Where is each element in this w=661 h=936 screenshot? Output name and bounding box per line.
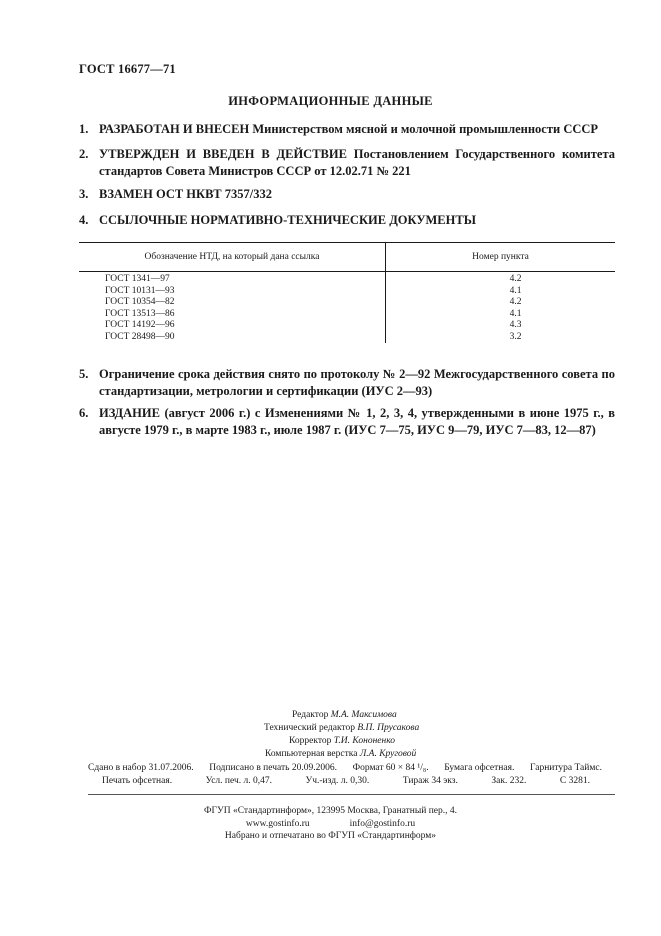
signed-date: Подписано в печать 20.09.2006.	[209, 763, 337, 773]
reference-document: ГОСТ 14192—96	[79, 320, 386, 332]
credit-role: Корректор	[289, 736, 332, 746]
column-header-clause: Номер пункта	[386, 243, 616, 272]
table-row	[79, 272, 615, 286]
credit-role: Редактор	[292, 710, 329, 720]
publisher-address: ФГУП «Стандартинформ», 123995 Москва, Гранатный пер., 4.	[203, 806, 458, 816]
publisher-contacts	[0, 818, 661, 831]
clause-number: 4.2	[509, 274, 522, 284]
clause-number: 4.2	[509, 297, 522, 307]
clause-number: 3.2	[509, 331, 522, 342]
info-item-1	[79, 121, 615, 138]
publisher-sheets: Уч.-изд. л. 0,30.	[305, 776, 370, 786]
reference-document: ГОСТ 1341—97	[79, 272, 386, 286]
table-row	[79, 332, 615, 344]
table-row	[79, 286, 615, 298]
credit-proofreader	[264, 735, 419, 748]
credit-role: Компьютерная верстка	[265, 749, 358, 759]
item-text: ВЗАМЕН ОСТ НКВТ 7357/332	[99, 187, 272, 201]
publication-row-2	[88, 775, 602, 788]
item-text: Ограничение срока действия снято по протоколу № 2—92 Межгосударственного совета по стандартизации, метрологии и сертификации (ИУС 2—93)	[99, 367, 615, 398]
reference-document: ГОСТ 10354—82	[79, 297, 386, 309]
info-item-2	[79, 146, 615, 180]
item-number: 4.	[79, 213, 89, 227]
publisher-footer	[0, 805, 661, 843]
item-text: ССЫЛОЧНЫЕ НОРМАТИВНО-ТЕХНИЧЕСКИЕ ДОКУМЕНТЫ	[99, 213, 476, 227]
clause-number: 4.3	[509, 320, 522, 330]
info-item-6	[79, 405, 615, 439]
reference-document: ГОСТ 10131—93	[79, 286, 386, 298]
publication-details	[88, 762, 602, 788]
divider	[88, 794, 615, 795]
print-sheets: Усл. печ. л. 0,47.	[205, 776, 272, 786]
credit-editor	[264, 709, 419, 722]
item-number: 5.	[79, 367, 89, 381]
item-text: УТВЕРЖДЕН И ВВЕДЕН В ДЕЙСТВИЕ Постановлением Государственного комитета стандартов Совета Министров СССР от 12.02.71 № 221	[99, 147, 615, 178]
credit-technical-editor	[264, 722, 419, 735]
order-number: Зак. 232.	[491, 776, 527, 786]
item-number: 1.	[79, 122, 89, 136]
credit-name: М.А. Максимова	[330, 710, 397, 720]
item-text: ИЗДАНИЕ (август 2006 г.) с Изменениями № 1, 2, 3, 4, утвержденными в июне 1975 г., в августе 1979 г., в марте 1983 г., июле 1987 г. (ИУС 7—75, ИУС 9—79, ИУС 7—83, 12—87)	[99, 406, 615, 437]
publication-row-1	[88, 762, 602, 775]
catalog-number: С 3281.	[559, 776, 590, 786]
format: Формат 60 × 84 ¹/₈.	[352, 763, 429, 773]
credit-name: Т.И. Кононенко	[333, 736, 396, 746]
credit-role: Технический редактор	[264, 723, 355, 733]
table-row	[79, 309, 615, 321]
section-heading: ИНФОРМАЦИОННЫЕ ДАННЫЕ	[228, 94, 433, 108]
editorial-credits	[264, 709, 419, 761]
paper: Бумага офсетная.	[444, 763, 515, 773]
info-item-3	[79, 186, 615, 203]
credit-name: В.П. Прусакова	[357, 723, 420, 733]
clause-number: 4.1	[509, 285, 522, 296]
document-id: ГОСТ 16677—71	[79, 62, 176, 76]
item-number: 2.	[79, 147, 89, 161]
references-table	[79, 242, 615, 343]
print-type: Печать офсетная.	[102, 776, 173, 786]
reference-document: ГОСТ 28498—90	[79, 332, 386, 344]
item-number: 6.	[79, 406, 89, 420]
publisher-website[interactable]: www.gostinfo.ru	[245, 818, 310, 829]
info-item-5	[79, 366, 615, 400]
info-item-4	[79, 212, 615, 229]
column-header-document: Обозначение НТД, на который дана ссылка	[79, 243, 386, 272]
reference-document: ГОСТ 13513—86	[79, 309, 386, 321]
publisher-email[interactable]: info@gostinfo.ru	[349, 818, 416, 829]
item-text: РАЗРАБОТАН И ВНЕСЕН Министерством мясной и молочной промышленности СССР	[99, 122, 599, 136]
typeset-date: Сдано в набор 31.07.2006.	[88, 763, 194, 773]
printing-note: Набрано и отпечатано во ФГУП «Стандартинформ»	[224, 831, 437, 841]
table-row	[79, 320, 615, 332]
credit-name: Л.А. Круговой	[359, 749, 417, 759]
clause-number: 4.1	[509, 308, 522, 319]
print-run: Тираж 34 экз.	[402, 776, 458, 786]
credit-layout	[264, 748, 419, 761]
table-header-row	[79, 243, 615, 272]
table-row	[79, 297, 615, 309]
item-number: 3.	[79, 187, 89, 201]
typeface: Гарнитура Таймс.	[529, 763, 602, 773]
